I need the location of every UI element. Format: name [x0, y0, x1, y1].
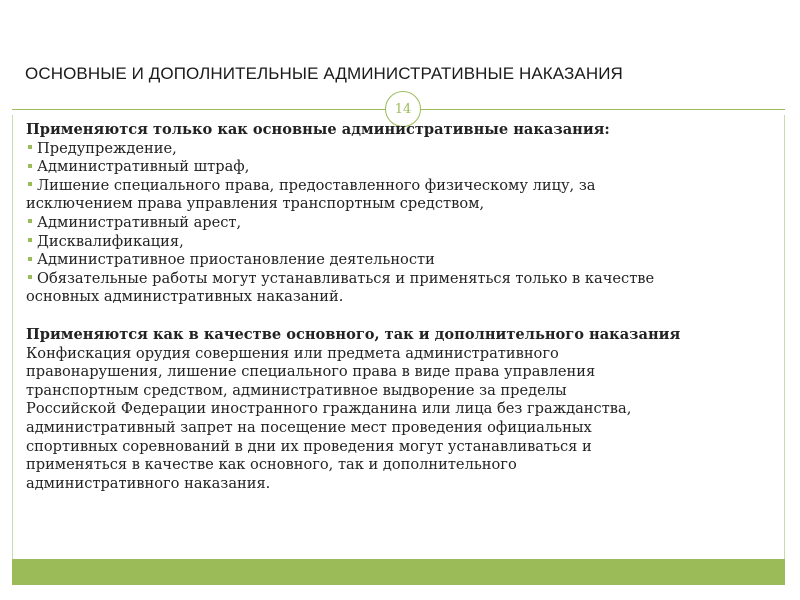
list-item — [26, 270, 786, 289]
list-item-text: Лишение специального права, предоставленного физическому лицу, за — [37, 176, 596, 194]
bullet-icon — [28, 164, 32, 168]
paragraph-line: транспортным средством, административное выдворение за пределы — [26, 381, 567, 399]
bullet-icon — [28, 145, 32, 149]
paragraph-line: правонарушения, лишение специального права в виде права управления — [26, 363, 596, 381]
list-item-text: Административный штраф, — [37, 158, 250, 176]
list-item-text: Административный арест, — [37, 213, 242, 231]
list-item — [26, 233, 786, 252]
list-item-text: Дисквалификация, — [37, 232, 184, 250]
list-item-continuation: исключением права управления транспортным средством, — [26, 195, 485, 213]
list-item-text: Административное приостановление деятельности — [37, 251, 435, 269]
list-item-text: Обязательные работы могут устанавливаться и применяться только в качестве — [37, 269, 655, 287]
slide-footer-band — [12, 559, 785, 585]
paragraph-line: применяться в качестве как основного, так и дополнительного — [26, 456, 517, 474]
bullet-icon — [28, 219, 32, 223]
section-spacer — [26, 307, 786, 326]
page-number-badge: 14 — [385, 91, 421, 127]
list-item — [26, 140, 786, 159]
paragraph-line: Российской Федерации иностранного гражданина или лица без гражданства, — [26, 400, 632, 418]
list-item — [26, 251, 786, 270]
list-item-text: Предупреждение, — [37, 139, 177, 157]
bullet-icon — [28, 238, 32, 242]
bullet-icon — [28, 275, 32, 279]
bullet-icon — [28, 182, 32, 186]
paragraph-line: административного наказания. — [26, 474, 271, 492]
paragraph-line: административный запрет на посещение мест проведения официальных — [26, 418, 592, 436]
list-item — [26, 177, 786, 196]
list-item-continuation: основных административных наказаний. — [26, 288, 344, 306]
list-item — [26, 158, 786, 177]
list-item — [26, 214, 786, 233]
paragraph-line: спортивных соревнований в дни их проведения могут устанавливаться и — [26, 437, 592, 455]
slide-title: ОСНОВНЫЕ И ДОПОЛНИТЕЛЬНЫЕ АДМИНИСТРАТИВНЫЕ НАКАЗАНИЯ — [25, 64, 623, 83]
section1-heading: Применяются только как основные административные наказания: — [26, 121, 610, 138]
paragraph-line: Конфискация орудия совершения или предмета административного — [26, 344, 559, 362]
section2-heading: Применяются как в качестве основного, так и дополнительного наказания — [26, 325, 681, 343]
bullet-icon — [28, 257, 32, 261]
slide-content — [26, 121, 786, 493]
